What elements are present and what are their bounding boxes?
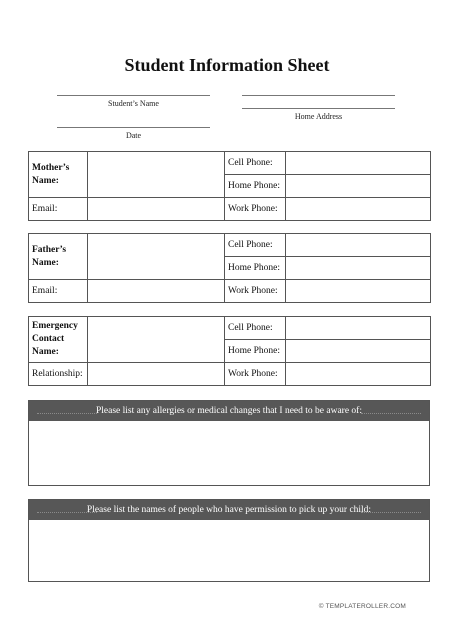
- pickup-header: [29, 500, 429, 520]
- mother-email-label: Email:: [29, 198, 88, 221]
- father-info-table: [28, 233, 431, 303]
- father-work-field[interactable]: [286, 280, 431, 303]
- father-work-label: Work Phone:: [225, 280, 286, 303]
- emergency-work-field[interactable]: [286, 363, 431, 386]
- emergency-home-field[interactable]: [286, 340, 431, 363]
- emergency-work-label: Work Phone:: [225, 363, 286, 386]
- header-dots-left: [37, 413, 97, 414]
- date-label: Date: [125, 131, 142, 140]
- mother-cell-label: Cell Phone:: [225, 152, 286, 175]
- mother-email-field[interactable]: [88, 198, 225, 221]
- father-cell-field[interactable]: [286, 234, 431, 257]
- mother-name-field[interactable]: [88, 152, 225, 198]
- father-home-field[interactable]: [286, 257, 431, 280]
- student-name-line[interactable]: [57, 95, 210, 96]
- student-name-label: Student’s Name: [108, 99, 159, 108]
- home-address-line-2[interactable]: [242, 108, 395, 109]
- father-name-label: Father’s Name:: [29, 234, 88, 280]
- emergency-cell-label: Cell Phone:: [225, 317, 286, 340]
- mother-home-field[interactable]: [286, 175, 431, 198]
- emergency-info-table: [28, 316, 431, 386]
- mother-name-label: Mother’s Name:: [29, 152, 88, 198]
- father-name-field[interactable]: [88, 234, 225, 280]
- mother-work-field[interactable]: [286, 198, 431, 221]
- home-address-label: Home Address: [294, 112, 343, 121]
- mother-info-table: [28, 151, 431, 221]
- pickup-section: [28, 499, 430, 582]
- allergies-header: [29, 401, 429, 421]
- emergency-home-label: Home Phone:: [225, 340, 286, 363]
- allergies-header-text: Please list any allergies or medical changes that I need to be aware of:: [96, 406, 362, 416]
- emergency-name-field[interactable]: [88, 317, 225, 363]
- header-dots-right: [361, 512, 421, 513]
- allergies-field[interactable]: [29, 421, 429, 485]
- emergency-relationship-field[interactable]: [88, 363, 225, 386]
- header-dots-right: [361, 413, 421, 414]
- father-email-label: Email:: [29, 280, 88, 303]
- mother-home-label: Home Phone:: [225, 175, 286, 198]
- emergency-cell-field[interactable]: [286, 317, 431, 340]
- mother-work-label: Work Phone:: [225, 198, 286, 221]
- father-email-field[interactable]: [88, 280, 225, 303]
- mother-cell-field[interactable]: [286, 152, 431, 175]
- emergency-name-label: Emergency Contact Name:: [29, 317, 88, 363]
- emergency-relationship-label: Relationship:: [29, 363, 88, 386]
- father-home-label: Home Phone:: [225, 257, 286, 280]
- date-line[interactable]: [57, 127, 210, 128]
- header-dots-left: [37, 512, 97, 513]
- home-address-line-1[interactable]: [242, 95, 395, 96]
- footer-watermark: © TEMPLATEROLLER.COM: [318, 603, 406, 610]
- pickup-header-text: Please list the names of people who have permission to pick up your child:: [86, 505, 372, 515]
- allergies-section: [28, 400, 430, 486]
- page-title: Student Information Sheet: [124, 55, 330, 75]
- father-cell-label: Cell Phone:: [225, 234, 286, 257]
- pickup-field[interactable]: [29, 520, 429, 581]
